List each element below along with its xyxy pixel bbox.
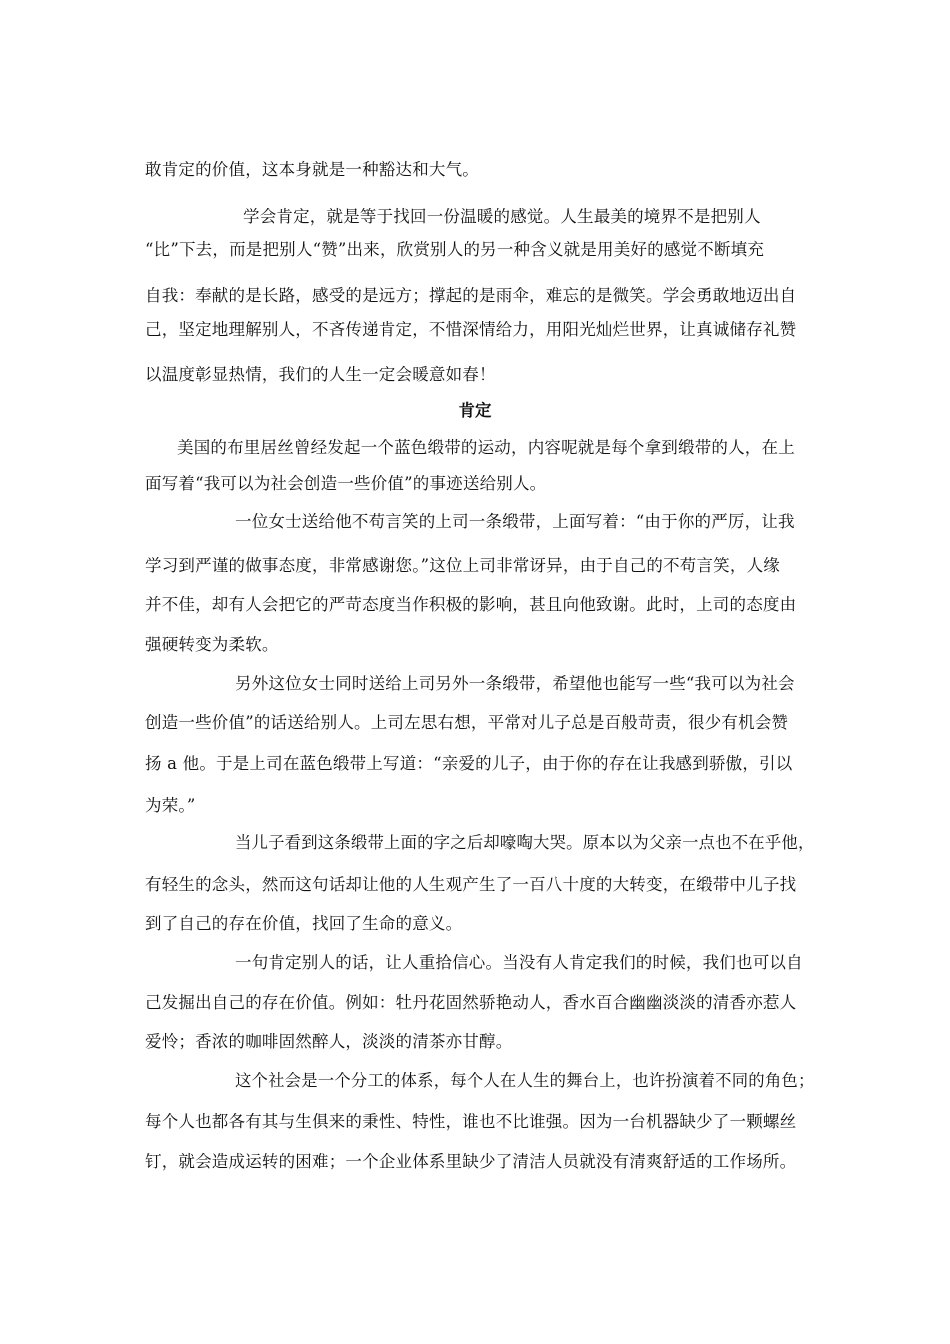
- section-paragraph-2-line-3: 为荣。”: [145, 796, 196, 815]
- paragraph-1-line-4: 以温度彰显热情，我们的人生一定会暖意如春！: [145, 365, 496, 384]
- paragraph-1-line-0: 学会肯定，就是等于找回一份温暖的感觉。人生最美的境界不是把别人: [243, 207, 761, 226]
- section-paragraph-3-line-1: 有轻生的念头，然而这句话却让他的人生观产生了一百八十度的大转变，在缎带中儿子找: [145, 875, 797, 894]
- paragraph-1-line-3: 己，坚定地理解别人，不吝传递肯定，不惜深情给力，用阳光灿烂世界，让真诚储存礼赞: [145, 320, 797, 339]
- section-paragraph-0-line-1: 面写着“我可以为社会创造一些价值”的事迹送给别人。: [145, 474, 547, 493]
- section-paragraph-0-line-0: 美国的布里居丝曾经发起一个蓝色缎带的运动，内容呢就是每个拿到缎带的人，在上: [177, 438, 795, 457]
- section-paragraph-4-line-0: 一句肯定别人的话，让人重拾信心。当没有人肯定我们的时候，我们也可以自: [235, 953, 803, 972]
- section-paragraph-3-line-2: 到了自己的存在价值，找回了生命的意义。: [145, 914, 463, 933]
- section-paragraph-5-line-1: 每个人也都各有其与生俱来的秉性、特性，谁也不比谁强。因为一台机器缺少了一颗螺丝: [145, 1112, 797, 1131]
- section-paragraph-4-line-2: 爱怜；香浓的咖啡固然醉人，淡淡的清茶亦甘醇。: [145, 1032, 513, 1051]
- section-paragraph-4-line-1: 己发掘出自己的存在价值。例如：牡丹花固然骄艳动人，香水百合幽幽淡淡的清香亦惹人: [145, 993, 797, 1012]
- section-paragraph-3-line-0: 当儿子看到这条缎带上面的字之后却嚎啕大哭。原本以为父亲一点也不在乎他，: [235, 833, 815, 852]
- section-paragraph-2-line-1: 创造一些价值”的话送给别人。上司左思右想，平常对儿子总是百般苛责，很少有机会赞: [145, 713, 789, 732]
- section-paragraph-2-line-2: 扬 a 他。于是上司在蓝色缎带上写道：“亲爱的儿子，由于你的存在让我感到骄傲，引以: [145, 754, 793, 773]
- paragraph-0-line-0: 敢肯定的价值，这本身就是一种豁达和大气。: [145, 160, 479, 179]
- section-paragraph-1-line-0: 一位女士送给他不苟言笑的上司一条缎带，上面写着：“由于你的严厉，让我: [235, 512, 795, 531]
- section-paragraph-5-line-0: 这个社会是一个分工的体系，每个人在人生的舞台上，也许扮演着不同的角色；: [235, 1071, 815, 1090]
- paragraph-1-line-1: “比”下去，而是把别人“赞”出来，欣赏别人的另一种含义就是用美好的感觉不断填充: [145, 240, 765, 259]
- section-paragraph-2-line-0: 另外这位女士同时送给上司另外一条缎带，希望他也能写一些“我可以为社会: [235, 674, 795, 693]
- section-paragraph-1-line-1: 学习到严谨的做事态度，非常感谢您。”这位上司非常讶异，由于自己的不苟言笑，人缘: [145, 556, 780, 575]
- section-paragraph-5-line-2: 钉，就会造成运转的困难；一个企业体系里缺少了清洁人员就没有清爽舒适的工作场所。: [145, 1152, 797, 1171]
- section-paragraph-1-line-2: 并不佳，却有人会把它的严苛态度当作积极的影响，甚且向他致谢。此时，上司的态度由: [145, 595, 797, 614]
- section-title: 肯定: [458, 401, 492, 420]
- paragraph-1-line-2: 自我：奉献的是长路，感受的是远方；撑起的是雨伞，难忘的是微笑。学会勇敢地迈出自: [145, 286, 797, 305]
- section-paragraph-1-line-3: 强硬转变为柔软。: [145, 635, 279, 654]
